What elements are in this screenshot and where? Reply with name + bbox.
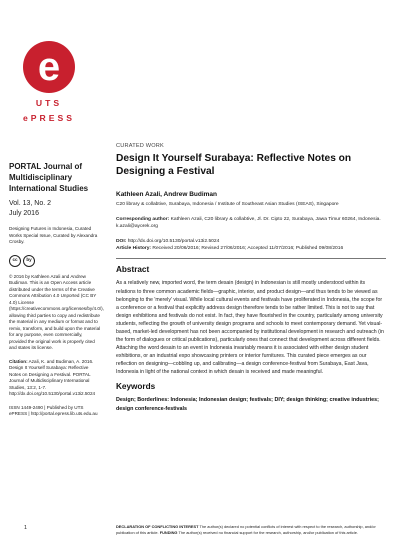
journal-title-rest: Journal of Multidisciplinary International Studies [9,162,89,193]
journal-title [9,162,101,194]
issue-info [9,199,101,219]
journal-title-bold: PORTAL [9,162,42,171]
doi-link[interactable]: http://dx.doi.org/10.5130/portal.v13i2.5024 [127,238,220,244]
doi-label: DOI: [116,238,127,244]
footer-declarations [116,524,388,535]
corresponding-text: Kathleen Azali, C20 library & collabtive, Jl. Dr. Cipto 22, Surabaya, Jawa Timur 60264, Indonesia. k.azali@ayorek.org [116,217,381,230]
history-line [116,245,386,252]
history-text: Received 20/06/2016; Revised 27/06/2016; Accepted 11/07/2016; Published 09/08/2016 [152,246,344,252]
keywords-heading: Keywords [116,382,156,392]
citation [9,359,101,398]
keywords-text: Design; Borderlines: Indonesia; Indonesian design; festivals; DIY; design thinking; creative industries; design conference-festivals [116,397,379,412]
article-main [116,143,386,413]
coi-label: DECLARATION OF CONFLICTING INTEREST [116,524,199,529]
section-label: CURATED WORK [116,143,164,149]
divider [116,258,386,259]
volume-label: Vol. 13, No. 2 [9,200,52,208]
publisher-name-line1: UTS [35,98,63,108]
abstract-heading: Abstract [116,265,150,275]
publisher-logo [9,40,89,124]
license-text: © 2016 by Kathleen Azali and Andrew Budiman. This is an Open Access article distributed under the terms of the Creative Commons Attribution 4.0 Unported (CC BY 4.0) License (https://creativecommons.org/licenses/by/4.0/), allowing third parties to copy and redistribute the material in any medium or format and to remix, transform, and build upon the material for any purpose, even commercially, provided the original work is properly cited and states its license. [9,273,104,351]
article-title: Design It Yourself Surabaya: Reflective Notes on Designing a Festival [116,153,352,178]
funding-label: FUNDING [159,529,178,535]
sidebar [9,162,104,418]
special-issue-note: Designing Futures in Indonesia, Curated Works Special Issue, Curated by Alexandra Crosby. [9,225,98,245]
license-icons [9,255,101,267]
coi-text: The author(s) declared no potential conflicts of interest with respect to the research, authorship, and/or publication of this article. [116,524,376,535]
issn-note: ISSN 1449-2490 | Published by UTS ePRESS | http://portal.epress.lib.uts.edu.au [9,404,98,417]
corresponding-label: Corresponding author: [116,217,170,223]
uts-epress-logo-icon [22,40,76,94]
corresponding-author [116,216,386,231]
funding-text: The author(s) received no financial support for the research, authorship, and/or publication of this article. [178,529,358,535]
article-authors: Kathleen Azali, Andrew Budiman [116,190,218,198]
creative-commons-icon: cc [9,255,21,267]
attribution-icon: by [23,255,35,267]
publisher-name-line2: ePRESS [23,113,75,123]
doi-and-history [116,238,386,253]
citation-label: Citation: [9,358,28,364]
author-affiliation: C20 library & collabtive, Surabaya, Indonesia / Institute of Southeast Asian Studies (ISEAS), Singapore [116,201,339,207]
issue-date: July 2016 [9,210,39,218]
doi-line [116,238,386,245]
history-label: Article History: [116,246,152,252]
page-number: 1 [24,525,27,531]
logo-letter: e [37,45,61,89]
citation-text: Azali, K. and Budiman, A. 2016. Design It Yourself Surabaya: Reflective Notes on Designing a Festival. PORTAL Journal of Multidisciplinary International Studies, 13:2, 1-7. http://dx.doi.org/10.5130/portal.v13i2.5024 [9,358,96,397]
abstract-text: As a relatively new, imported word, the term desain (design) in Indonesian is still mostly understood within its relations to three common academic fields—graphic, interior, and product design—and thus tends to be viewed as belonging to the 'merely' visual. While local cultural events and festivals have proliferated in Indonesia, the scope for a conference or a festival that explicitly address design therefore tends to be rather limited. This is not to say that design exhibitions and festivals do not exist. In fact, they have flourished in the country, particularly among university students, reflecting the growth of university design programs and schools to meet contemporary demand. Yet visual-based, market-led development has not been accompanied by institutional development in research and outreach (in the form of dialogues or critical publications), particularly ones that connect that development across different fields. Attaching the word desain to an event in Indonesia invariably means it is associated with either design student exhibitions, or an industrial expo showcasing printers or interior furnitures. This curated piece emerges as our reflection on designing—cobbling up, and calibrating—a design conference-festival from Surabaya, East Java, Indonesia in light of the national context in which desain is received and made meaningful. [116,280,384,376]
